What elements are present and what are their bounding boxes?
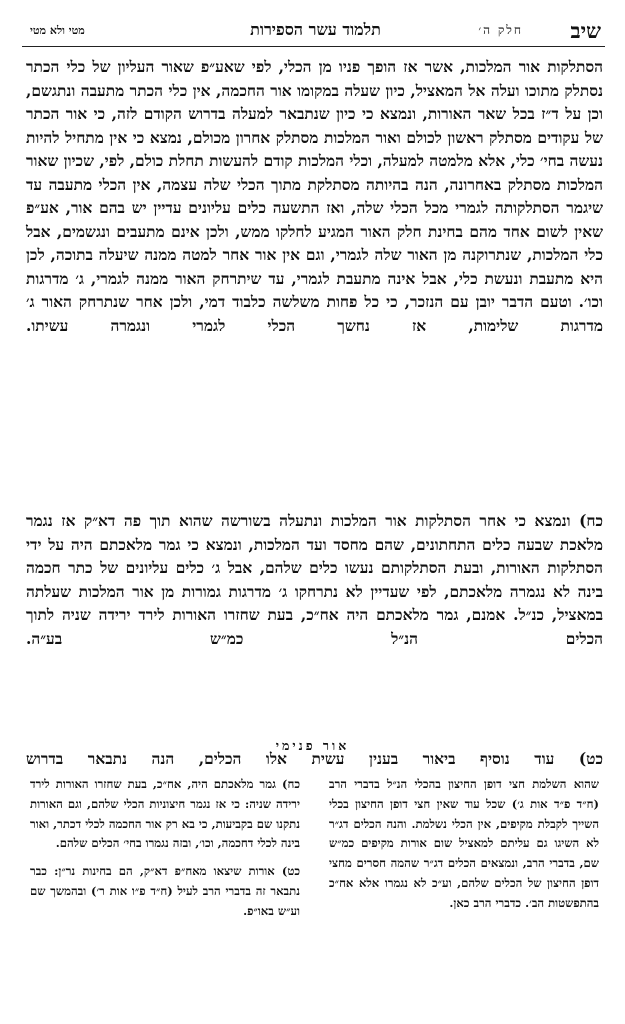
commentary-column-left xyxy=(30,775,300,922)
commentary xyxy=(30,775,599,1015)
book-title: תלמוד עשר הספירות xyxy=(250,20,381,39)
part-label: חלק ה׳ xyxy=(478,23,523,37)
main-text xyxy=(26,56,603,772)
commentary-title: אור פנימי xyxy=(275,738,350,753)
commentary-paragraph: כט) אורות שיצאו מאח״פ דא״ק, הם בחינות נר״ן: כבר נתבאר זה בדברי הרב לעיל (ח״ד פ״ו אות ר׳) ובהמשך שם וע״ש באו״פ. xyxy=(30,864,300,918)
page-number: שיב xyxy=(570,18,601,43)
page-header xyxy=(28,16,603,42)
running-title: מטי ולא מטי xyxy=(30,24,85,37)
main-paragraph: כט) עוד נוסיף ביאור בענין עשית אלו הכלים, הנה נתבאר בדרוש xyxy=(26,750,603,768)
commentary-paragraph: כח) גמר מלאכתם היה, אח״כ, בעת שחזרו האורות לירד ירידה שניה: כי אז נגמר חיצוניות הכלי שלהם, וגם האורות נתקנו שם בקביעות, כי בא רק אור החכמה לכלי דכתר, ואור בינה לכלי דחכמה, וכו׳, ובזה נגמרו בחי׳ הכלים שלהם. xyxy=(30,777,300,851)
main-paragraph: הסתלקות אור המלכות, אשר אז הופך פניו מן הכלי, לפי שאע״פ שאור העליון של כלי הכתר נסתלק מתוכו ועלה אל המאציל, כיון שעלה במקומו אור החכמה, אין כלי הכתר מתעבה ונתגשם, וכן על ד״ז בכל שאר האורות, ונמצא כי כיון שנתבאר למעלה בדרוש הקודם לזה, כי אור הכתר של עקודים מסתלק ראשון לכולם ואור המלכות מסתלק אחרון מכולם, נמצא כי אין מתחיל להיות נעשה בחי׳ כלי, אלא מלמטה למעלה, וכלי המלכות קודם להעשות תחלת כולם, לפי, שכיון שאור המלכות מסתלק באחרונה, הנה בהיותה מסתלקת מתוך הכלי שלה עצמה, אין הכלי מתעבה עד שיגמר הסתלקותה לגמרי מכל הכלי שלה, ואז התשעה כלים עליונים עדיין יש בהם אור, אע״פ שאין לשום אחד מהם בחינת חלק האור המגיע לחלקו ממש, ולכן אינם מתעבים ונגשמים, אבל כלי המלכות, שנתרוקנה מן האור שלה לגמרי, וגם אין אור אחר למטה ממנה שיעלה בתוכה, לכן היא מתעבת ונעשת כלי, אבל אינה מתעבת לגמרי, עד שיתרחק האור ממנה לגמרי, ג׳ מדרגות וכו׳. וטעם הדבר יובן עם הנזכר, כי כל פחות משלשה כלבוד דמי, ולכן אחר שנתרחק האור ג׳ מדרגות שלימות, אז נחשך הכלי לגמרי ונגמרה עשיתו. xyxy=(26,58,603,335)
commentary-column-right xyxy=(329,775,599,914)
commentary-paragraph: שהוא השלמת חצי דופן החיצון בהכלי הנ״ל בדברי הרב (ח״ד פ״ד אות ג׳) שכל עוד שאין חצי דופן החיצון בכלי השייך לקבלת מקיפים, אין הכלי נשלמת. והנה הכלים דג״ר לא השיגו גם עליתם למאציל שום אורות מקיפים כמ״ש שם, בדברי הרב, ונמצאים הכלים דג״ר שהמה חסרים מחצי דופן החיצון של הכלים שלהם, וע״כ לא נגמרו אלא אח״כ בהתפשטות הב׳. כדברי הרב כאן. xyxy=(329,777,599,910)
main-paragraph: כח) ונמצא כי אחר הסתלקות אור המלכות ונתעלה בשורשה שהוא תוך פה דא״ק אז נגמר מלאכת שבעה כלים התחתונים, שהם מחסד ועד המלכות, ונמצא כי גמר מלאכתם היה על ידי הסתלקות האורות, ובעת הסתלקותם נעשו כלים שלהם, אבל ג׳ כלים עליונים של כתר חכמה בינה לא נגמרה מלאכתם, לפי שעדיין לא נתרחקו ג׳ מדרגות גמורות מן אור המלכות שעלתה במאציל, כנ״ל. אמנם, גמר מלאכתם היה אח״כ, בעת שחזרו האורות לירד ירידה שניה לתוך הכלים הנ״ל כמ״ש בע״ה. xyxy=(26,512,603,648)
header-divider xyxy=(22,46,605,47)
